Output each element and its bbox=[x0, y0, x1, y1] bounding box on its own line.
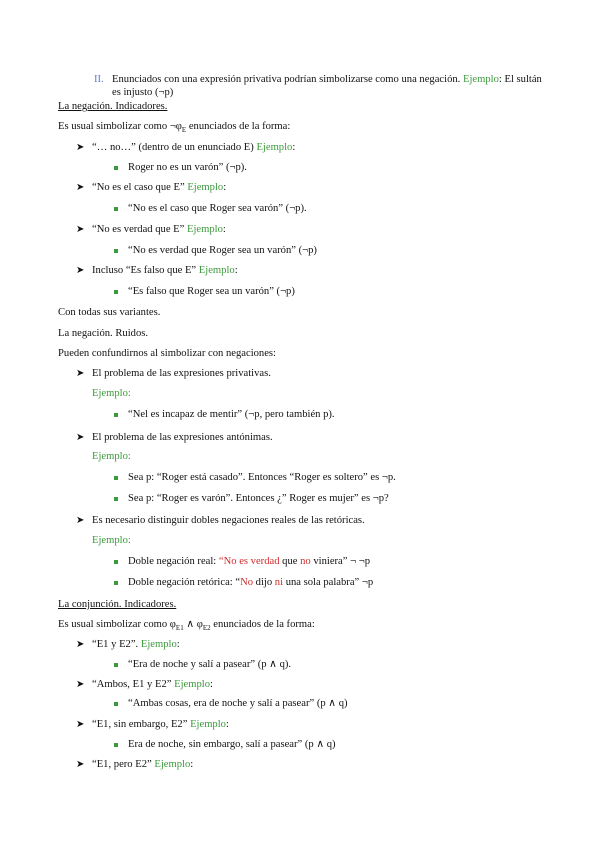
arrow-bullet-icon: ➤ bbox=[76, 142, 85, 153]
conjuncion-intro: Es usual simbolizar como $\varphi_{E1}$ ∧ $\varphi_{E2}$ enunciados de la forma: bbox=[58, 619, 315, 633]
square-bullet-icon bbox=[114, 476, 118, 480]
square-bullet-icon bbox=[114, 581, 118, 585]
heading-negacion-indicadores: La negación. Indicadores. bbox=[58, 101, 168, 112]
square-bullet-icon bbox=[114, 290, 118, 294]
negacion-item-1: “… no…” (dentro de un enunciado E) Ejemplo: bbox=[92, 142, 296, 153]
conjuncion-example-2: “Ambas cosas, era de noche y salí a pasear” (p ∧ q) bbox=[128, 698, 348, 709]
ruidos-example-2a: Sea p: “Roger está casado”. Entonces “Roger es soltero” es ¬p. bbox=[128, 472, 396, 483]
negacion-example-4: “Es falso que Roger sea un varón” (¬p) bbox=[128, 286, 295, 297]
arrow-bullet-icon: ➤ bbox=[76, 679, 85, 690]
ejemplo-label: Ejemplo: bbox=[92, 388, 131, 399]
conjuncion-example-3: Era de noche, sin embargo, salí a pasear” (p ∧ q) bbox=[128, 739, 336, 750]
heading-negacion-ruidos: La negación. Ruidos. bbox=[58, 328, 149, 339]
heading-conjuncion-indicadores: La conjunción. Indicadores. bbox=[58, 599, 177, 610]
conjuncion-item-2: “Ambos, E1 y E2” Ejemplo: bbox=[92, 679, 213, 690]
ejemplo-label: Ejemplo: bbox=[92, 451, 131, 462]
square-bullet-icon bbox=[114, 743, 118, 747]
ejemplo-label: Ejemplo bbox=[462, 74, 499, 85]
square-bullet-icon bbox=[114, 702, 118, 706]
square-bullet-icon bbox=[114, 166, 118, 170]
negacion-item-2: “No es el caso que E” Ejemplo: bbox=[92, 182, 227, 193]
roman-numeral: II. bbox=[94, 74, 104, 85]
conjuncion-item-1: “E1 y E2”. Ejemplo: bbox=[92, 639, 180, 650]
doble-negacion-real: Doble negación real: “No es verdad que no viniera” ¬ ¬p bbox=[128, 556, 370, 567]
negacion-intro: Es usual simbolizar como $\neg\varphi_E$ enunciados de la forma: bbox=[58, 121, 291, 135]
negacion-example-2: “No es el caso que Roger sea varón” (¬p). bbox=[128, 203, 307, 214]
ruidos-item-2: El problema de las expresiones antónimas. bbox=[92, 432, 273, 443]
square-bullet-icon bbox=[114, 413, 118, 417]
ruidos-example-1: “Nel es incapaz de mentir” (¬p, pero también p). bbox=[128, 409, 335, 420]
variantes-text: Con todas sus variantes. bbox=[58, 307, 161, 318]
arrow-bullet-icon: ➤ bbox=[76, 759, 85, 770]
negacion-item-4: Incluso “Es falso que E” Ejemplo: bbox=[92, 265, 238, 276]
negacion-item-3: “No es verdad que E” Ejemplo: bbox=[92, 224, 226, 235]
arrow-bullet-icon: ➤ bbox=[76, 182, 85, 193]
conjuncion-example-1: “Era de noche y salí a pasear” (p ∧ q). bbox=[128, 659, 292, 670]
negacion-example-1: Roger no es un varón” (¬p). bbox=[128, 162, 247, 173]
ruidos-intro: Pueden confundirnos al simbolizar con negaciones: bbox=[58, 348, 276, 359]
intro-paragraph: Enunciados con una expresión privativa podrían simbolizarse como una negación. Ejemplo: El sultán es injusto (¬p) bbox=[112, 74, 542, 98]
ruidos-item-3: Es necesario distinguir dobles negaciones reales de las retóricas. bbox=[92, 515, 365, 526]
square-bullet-icon bbox=[114, 497, 118, 501]
arrow-bullet-icon: ➤ bbox=[76, 515, 85, 526]
conjuncion-item-4: “E1, pero E2” Ejemplo: bbox=[92, 759, 194, 770]
arrow-bullet-icon: ➤ bbox=[76, 224, 85, 235]
square-bullet-icon bbox=[114, 207, 118, 211]
ejemplo-label: Ejemplo: bbox=[92, 535, 131, 546]
arrow-bullet-icon: ➤ bbox=[76, 639, 85, 650]
square-bullet-icon bbox=[114, 663, 118, 667]
arrow-bullet-icon: ➤ bbox=[76, 719, 85, 730]
square-bullet-icon bbox=[114, 560, 118, 564]
doble-negacion-retorica: Doble negación retórica: “No dijo ni una sola palabra” ¬p bbox=[128, 577, 374, 588]
ruidos-item-1: El problema de las expresiones privativas. bbox=[92, 368, 271, 379]
arrow-bullet-icon: ➤ bbox=[76, 432, 85, 443]
square-bullet-icon bbox=[114, 249, 118, 253]
arrow-bullet-icon: ➤ bbox=[76, 265, 85, 276]
negacion-example-3: “No es verdad que Roger sea un varón” (¬p) bbox=[128, 245, 317, 256]
arrow-bullet-icon: ➤ bbox=[76, 368, 85, 379]
conjuncion-item-3: “E1, sin embargo, E2” Ejemplo: bbox=[92, 719, 229, 730]
ruidos-example-2b: Sea p: “Roger es varón”. Entonces ¿” Roger es mujer” es ¬p? bbox=[128, 493, 389, 504]
